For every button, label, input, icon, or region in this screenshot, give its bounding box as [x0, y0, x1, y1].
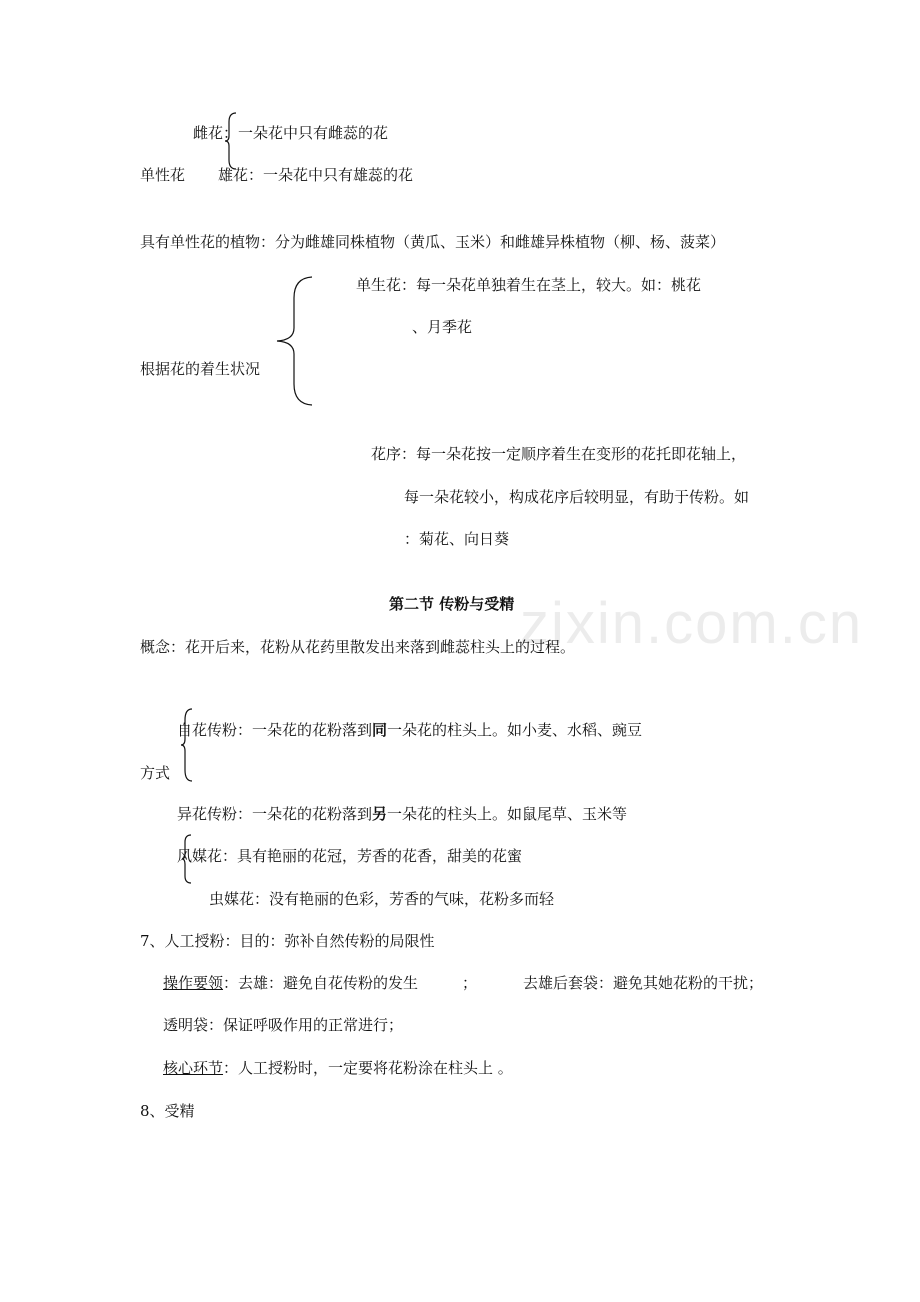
- inflorescence-line-1: 花序：每一朵花按一定顺序着生在变形的花托即花轴上，: [371, 445, 747, 463]
- operation-emasculation: ：去雄：避免自花传粉的发生: [223, 974, 419, 992]
- core-step-line: [163, 1058, 513, 1078]
- cross-pollination-line: [177, 804, 627, 824]
- operation-line: [163, 973, 418, 993]
- unisex-plants-line: 具有单性花的植物：分为雌雄同株植物（黄瓜、玉米）和雌雄异株植物（柳、杨、菠菜）: [140, 233, 726, 251]
- single-flower-line-1: 单生花：每一朵花单独着生在茎上，较大。如：桃花: [356, 276, 702, 294]
- growth-label: 根据花的着生状况: [140, 360, 261, 378]
- inflorescence-line-2: 每一朵花较小，构成花序后较明显，有助于传粉。如: [404, 488, 750, 506]
- female-flower-line: 雌花：一朵花中只有雌蕊的花: [193, 124, 389, 142]
- self-pollination-pre: 自花传粉：一朵花的花粉落到: [177, 721, 373, 739]
- wind-pollinated-line: 风媒花：具有艳丽的花冠，芳香的花香，甜美的花蜜: [177, 847, 523, 865]
- unisex-flower-label: 单性花: [140, 166, 186, 184]
- section-title: 第二节 传粉与受精: [389, 595, 515, 613]
- concept-line: 概念：花开后来，花粉从花药里散发出来落到雌蕊柱头上的过程。: [140, 638, 576, 656]
- watermark: zixin.com.cn: [520, 591, 864, 656]
- insect-pollinated-line: 虫媒花：没有艳丽的色彩，芳香的气味，花粉多而轻: [209, 890, 555, 908]
- core-step-text: ：人工授粉时，一定要将花粉涂在柱头上 。: [223, 1059, 513, 1077]
- cross-pollination-post: 一朵花的柱头上。如鼠尾草、玉米等: [387, 805, 628, 823]
- operation-separator: ；: [462, 974, 478, 992]
- self-pollination-line: [177, 720, 642, 740]
- transparent-bag-line: 透明袋：保证呼吸作用的正常进行；: [163, 1016, 404, 1034]
- male-flower-line: 雄花：一朵花中只有雄蕊的花: [218, 166, 414, 184]
- inflorescence-line-3: ：菊花、向日葵: [404, 530, 510, 548]
- self-pollination-post: 一朵花的柱头上。如小麦、水稻、豌豆: [387, 721, 643, 739]
- method-label: 方式: [140, 764, 171, 782]
- single-flower-line-2: 、月季花: [412, 318, 473, 336]
- fertilization-heading: 8、受精: [140, 1102, 195, 1120]
- brace-growth: [276, 276, 316, 406]
- core-step-label: 核心环节: [163, 1059, 224, 1077]
- cross-pollination-pre: 异花传粉：一朵花的花粉落到: [177, 805, 373, 823]
- operation-bagging: 去雄后套袋：避免其她花粉的干扰；: [523, 974, 764, 992]
- cross-pollination-bold: 另: [372, 805, 388, 823]
- artificial-pollination-heading: 7、人工授粉：目的：弥补自然传粉的局限性: [140, 932, 435, 950]
- operation-label: 操作要领: [163, 974, 224, 992]
- self-pollination-bold: 同: [372, 721, 388, 739]
